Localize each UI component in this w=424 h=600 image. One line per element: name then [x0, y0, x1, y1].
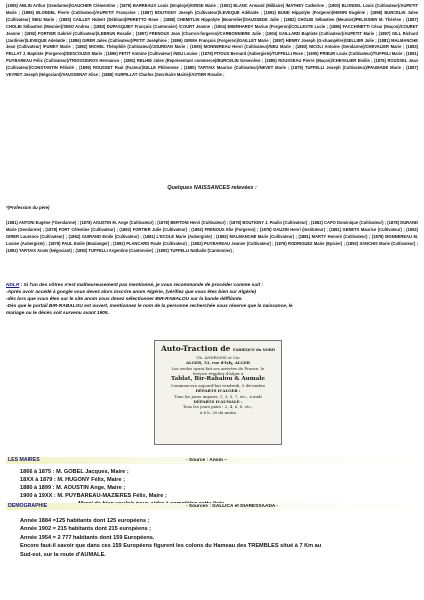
- mayors-label: LES MAIRES: [8, 457, 40, 463]
- demography-list: [20, 517, 410, 559]
- mayor-item: 1866 à 1875 : M. GOBEL Jacques, Maire ;: [20, 469, 129, 475]
- mayors-list: [20, 468, 410, 508]
- demography-item: Année 1902 = 215 habitants dont 215 européens ;: [20, 526, 152, 533]
- demography-header: [6, 503, 418, 510]
- ndlr-note: [6, 282, 406, 317]
- ndlr-line-2: -Après avoir accédé à google vous devez alors inscrire anom Algérie, (vérifiez que vous êtes bien sur Algérie): [6, 290, 256, 295]
- demography-item: Sud-est, sur la route d'AUMALE.: [20, 551, 106, 558]
- ndlr-line-1: NDLR : Si l'un des vôtres n'est malheureusement pas mentionné, je vous recommande de procéder comme suit :: [6, 283, 264, 288]
- demography-label: DEMOGRAPHIE: [8, 503, 48, 509]
- ndlr-line-3: -dès lors que vous êtes sur le site anom vous devez sélectionner BIR-RABALOU sur la bande déffilante.: [6, 297, 243, 302]
- ndlr-line-4: -Dès que le portail BIR-RABALOU est ouvert, mentionnez le nom de la personne recherchée sous réserve que la naissance, le: [6, 304, 293, 309]
- demography-item: Année 1884 =125 habitants dont 125 européens ;: [20, 518, 150, 524]
- mayors-source: - Source : Anom –: [186, 458, 227, 463]
- marriages-list: (1905) ABLIN Arthur (Gendarme)/GAUCHER Clémentine ; (1879) BARREAUX Louis (Employé)/GRISE Marie ; (1902) BLANC Armand (Militaire) /MATHEY Catherine ; (1900) BLONDEL Louis (Cultivateur)/AUPETIT Marie ; (1896) BLONDEL Pierre (Cultivateur)/AUPETIT Françoise ; (1887) BOUTIGNY Joseph (Cultivateur)/LEVEQUE Adélaide ; (1892) BUND Hippolyte (Forgeron)/HENRI Eugénie ; (1898) BURCELIN Jules (Cultivateur) /NEU Marie ; (1883) CAILLET Hubert (Débitant)/PERETTO Rose ; (1888) CHEMITLIN Hippolyte (Bourrelier)/SAUSSEDE Julie ; (1882) CHOLBI Sébastien (Meunier)/PELISSIER M. Thérèse ; (1887) CHOLBI Sébastien (Meunier)/SIMO Andrea ; (1883) DUPASQUIET François (Cantonnier) /COURT Jeanne ; (1904) EBERHARDY Marius (Forgeron)/COLLESTE Lucie ; (1886) FACCHINETTI César (Maçon)/COURET Jeanne ; (1892) FORTIER Gabriel (Cultivateur)/LEBRUN Rosalie ; (1897) FRENOUX Jean (Charron-forgeron)/CARBONNIERE Julie ; (1904) GAILLARD Baptiste (Cultivateur)/AUPETIT Marie ; (1897) GILL Richard (Jardinier)/LEVEQUE Adelaïde ; (1886) GIRER Jules (Cultivateur)/PETIT Joséphine ; (1896) GIRMA François (Forgeron)/GAILLET Marie ; (1897) HENRY Joseph (G-champêtre)/SELLIER Julie ; (1881) MALMANCHE Jean (Cultivateur) /FUMEY Marie ; (1892) MICHEL Théophile (Cultivateur)/JOURDAN Marie ; (1905) MONNEREAU Henri (Cultivateur)/NEU Marie ; (1883) NICOLI Antoine (Gendarme)/CHEVALIER Marie ; (1883) PELLAT J. Baptiste (Forgeron)/DESCOUZIS Marie ; (1896) PETIT Antoine (Cultivateur) /NEU Louise ; (1878) PITOUS Bernard (Aubergiste)/TUFFELLI Rose ; (1905) PRIEUR Louis (Cultivateur)/TUFFELI Marie ; (1891) PUYBAREAU Félix (Cultivateur)/TRIOSSIGROS Hermance ; (1891) RELHIE Jules (Représentant commerce)/BURCELIN Geneviève ; (1885) ROUSSEAU Pierre (Maçon)/CHEVALIER Emilie ; (1876) ROUSSEL Jean (Cultivateur)/CONSTANTIN Félicité ; (1899) ROUSSET Paul (Facteur)/GILLE Philomene ; (1885) TARTAIX Maurice (Cultivateur)/NEVET Marie ; (1879) TUFFELLI Joseph (Cultivateur)/PAUMADE Marie ; (1887) VEYRET Joseph (Négociant)/VAUSSENAT Alice ; (1885) VURPILLAT Charles (Secrétaire Mairie)/ASTIER Rosalie ;: [6, 3, 418, 78]
- mayor-item: 1880 à 1899 : M. AOUSTIN Ange, Maire ;: [20, 485, 126, 491]
- demography-item: Encore faut-il savoir que dans ces 159 Européens figurent les colons du Hameau des TREMBLES situé à 7 Km au: [20, 543, 322, 550]
- clipping-heading: Auto-Traction de FABRIQUE du NORD: [160, 344, 276, 353]
- newspaper-clipping: Auto-Traction de FABRIQUE du NORD Ch. ANDROSSI et Cie ALGER, 53, rue d'Isly, ALGER Les seules ayant fait ses arrivées de France, le Service régulier d'Alger à Tablat, Bir-Rabalou & Aumale Commencera aujourd'hui vendredi, 5 décembre DÉPARTS D'ALGER : Tous les jours impairs, 1, 3, 5, 7, etc., à midi DÉPARTS D'AUMALE : Tous les jours pairs : 2, 4, 6, 8, etc., à 6 h. 30 du matin: [154, 340, 282, 445]
- mayors-header: [6, 457, 418, 464]
- ndlr-key: NDLR: [6, 283, 20, 288]
- clipping-route: Tablat, Bir-Rabalou & Aumale: [171, 376, 265, 383]
- mayor-item: 1900 à 19XX : M. PUYBAREAU-MAZIERES Félix, Maire ;: [20, 493, 167, 499]
- births-list: (1881) ANTONI Eugène (*Gendarme) ; (1878) AOUSTIN M. Ange (Cultivateur) ; (1878) BERTONI Henri (Cultivateur) ; (1878) BOUTIGNY J. Paulin (Cultivateur) ; (1882) CAPO Dominique (Cultivateur) ; (1878) DURAND Marie (Gendarme) ; (1878) FORT Célestine (Cultivateur) ; (1892) FORTIER Julie (Cultivateur) ; (1892) FRENOUX Elie (Forgeron) ; (1878) GAUZIN Henri (Instituteur) ; (1881) GENETS Maurice (Cultivateur) ; (1892) GIRER Laurence (Cultivateur) ; (1882) GUIRAND Emile (Cultivateur) ; (1881) L'ECOLE Marie (Aubergiste) ; (1882) MALMANCHE Marie (Cultivateur) ; (1881) MARTY Honoré (Cultivateur) ; (1878) MONNEREAU M. Louise (Aubergiste) ; (1878) PAUL Emile (Boulanger) ; (1892) PLANCARD Paule (Cultivateur) ; (1892) PUYBAREAU Jeanne (Cultivateur) ; (1878) RODRIGUEZ Marie (Epicier) ; (1892) SANCHIS Marie (Cultivateur) ; (1892) TARTAIX Anaïs (Négociant) ; (1892) TUFFELLI Argentine (Cantonnier) ; (1892) TUFFELLI Nathalie (Cantonnier) ;: [6, 220, 418, 253]
- ndlr-line-5: mariage ou le décès soit survenu avant 1905.: [6, 311, 109, 316]
- demography-item: Année 1954 = 2 777 habitants dont 159 Européens.: [20, 534, 155, 541]
- births-title: Quelques NAISSANCES relevées :: [167, 185, 257, 191]
- births-subnote: *(Profession du père): [6, 205, 50, 210]
- demography-source: - Sources : GALLICA et DIARESSAADA -: [186, 504, 279, 509]
- mayor-item: 18XX à 1879 : M. HUGONY Félix, Maire ;: [20, 477, 125, 483]
